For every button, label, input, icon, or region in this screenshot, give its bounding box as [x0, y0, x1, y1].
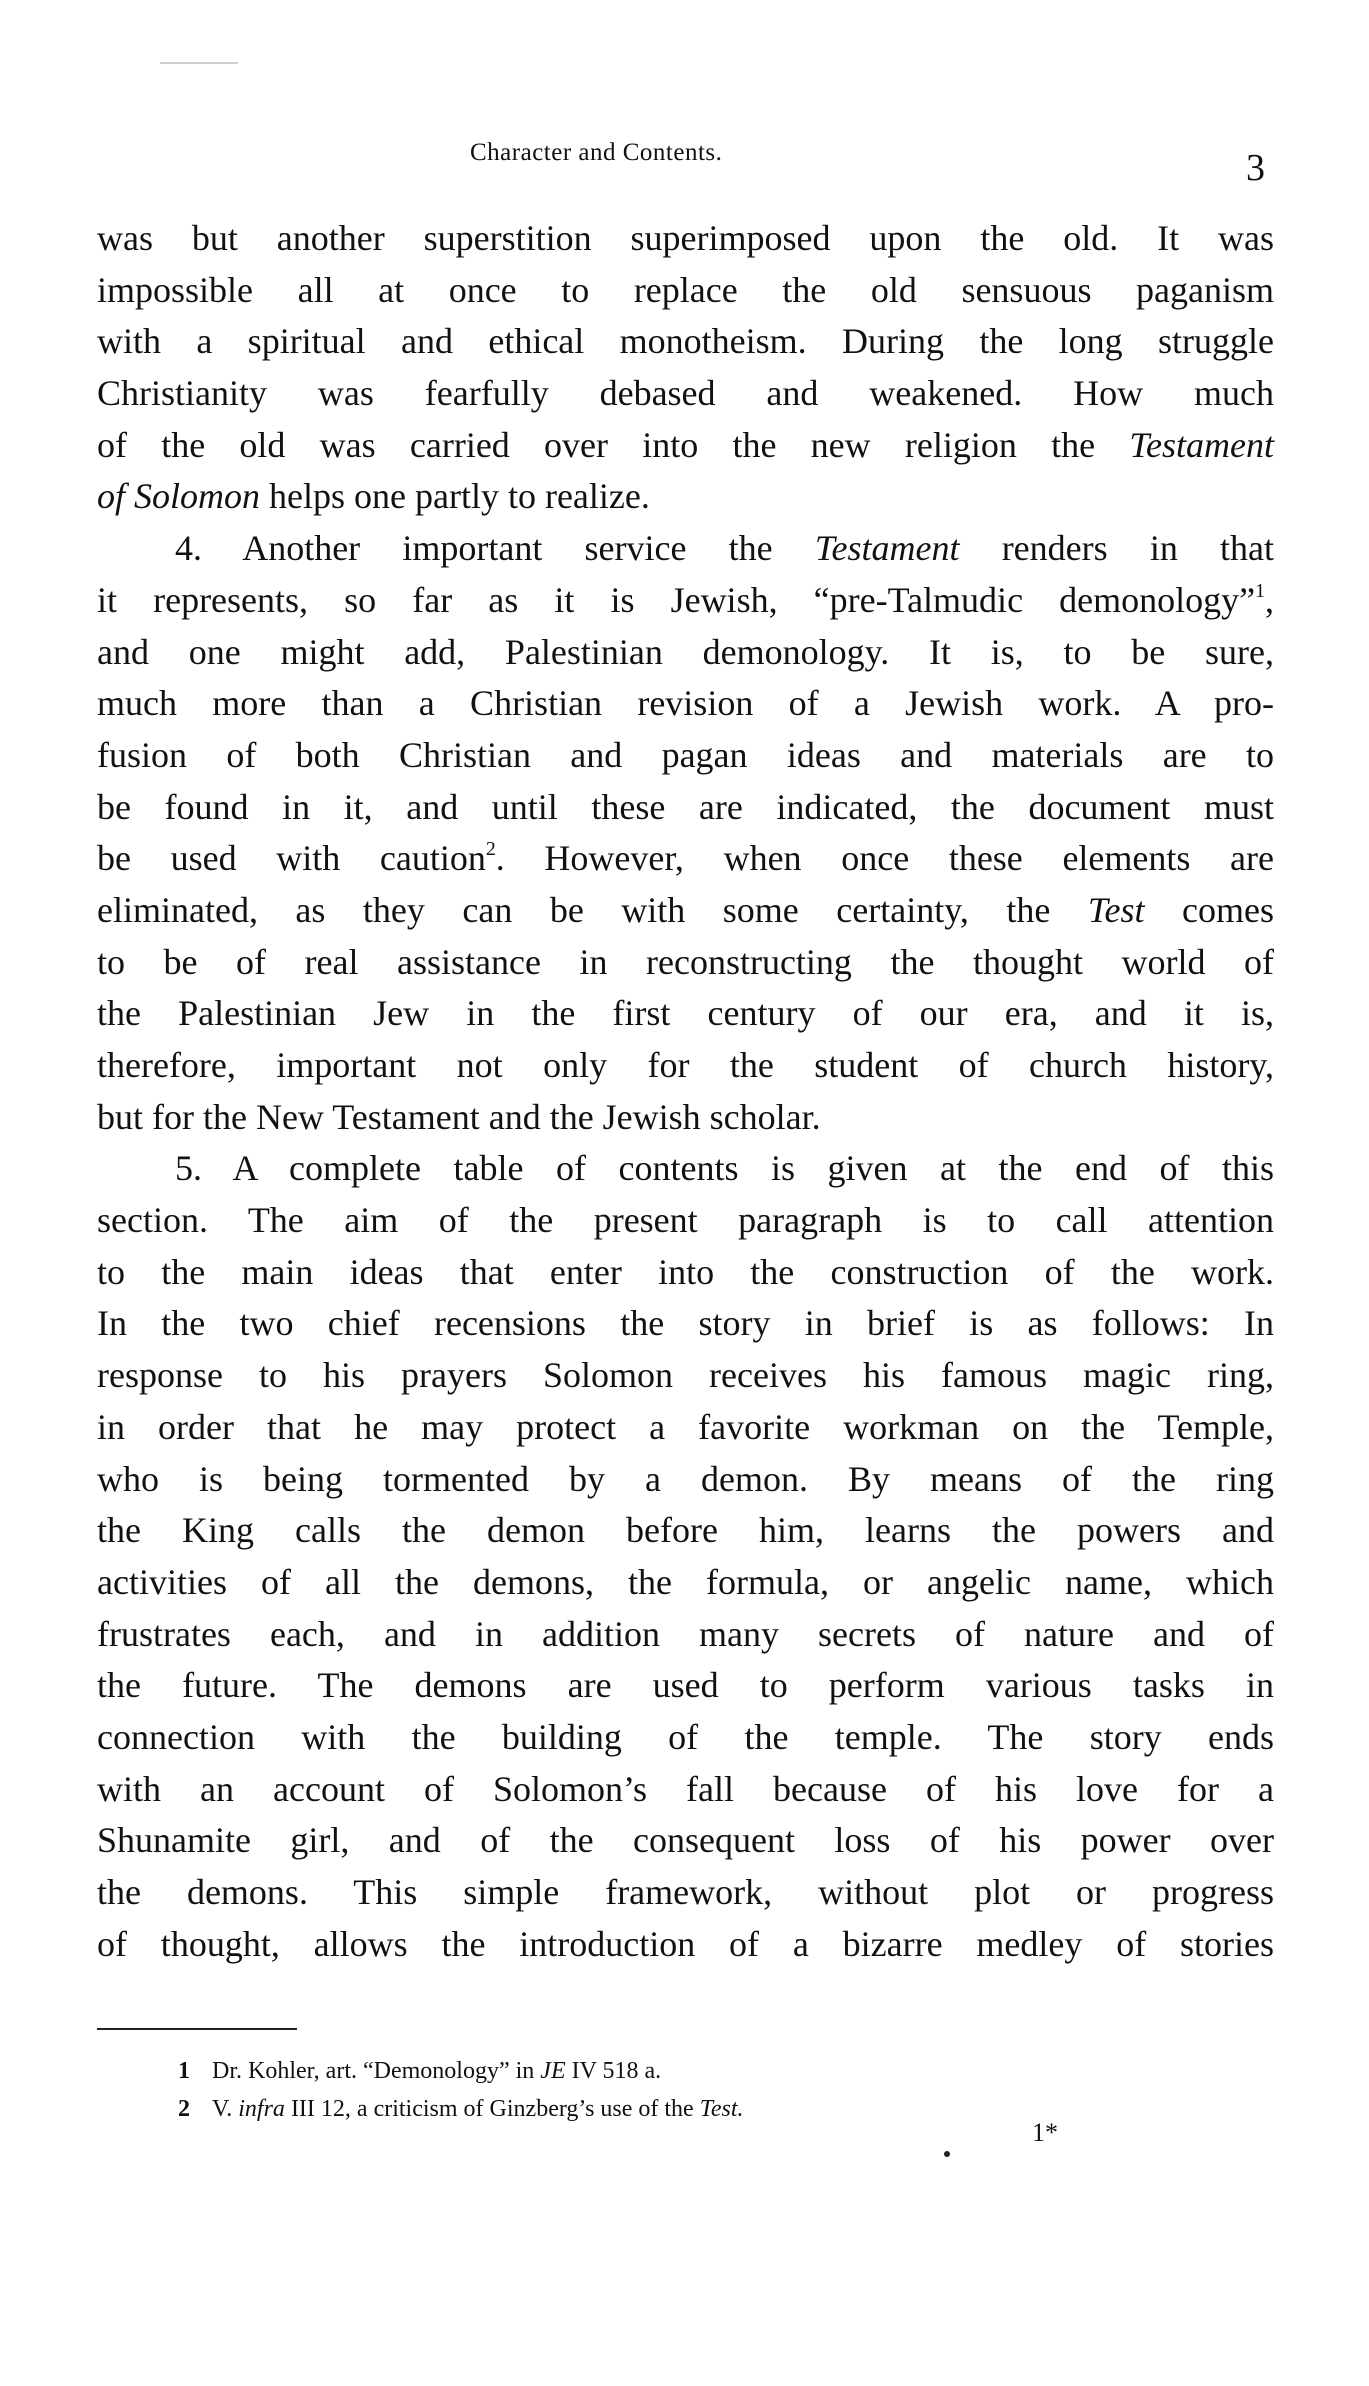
- footnote-ref: 2: [485, 838, 496, 861]
- text-line: [97, 1040, 1274, 1092]
- text-run: renders in that: [959, 528, 1274, 569]
- text-run: be found in it, and until these are indicated, the document must: [97, 786, 1274, 827]
- text-run: the demons. This simple framework, without plot or progress: [97, 1872, 1274, 1912]
- text-run: Christianity was fearfully debased and weakened. How much: [97, 373, 1274, 414]
- text-run: the King calls the demon before him, learns the powers and: [97, 1510, 1274, 1551]
- text-run: be used with caution: [97, 838, 486, 879]
- text-run: connection with the building of the temple. The story ends: [97, 1716, 1274, 1757]
- italic-text: of Solomon: [97, 476, 261, 517]
- footnotes: [178, 2052, 1078, 2128]
- italic-text: Testament: [814, 528, 960, 569]
- italic-text: infra: [238, 2096, 285, 2122]
- text-run: of thought, allows the introduction of a bizarre medley of stories: [97, 1923, 1274, 1964]
- text-run: was but another superstition superimposed upon the old. It was: [97, 218, 1274, 258]
- text-run: with a spiritual and ethical monotheism. During the long struggle: [97, 321, 1274, 362]
- text-line: [97, 1247, 1274, 1299]
- text-run: therefore, important not only for the student of church history,: [97, 1045, 1274, 1085]
- text-line: [97, 1867, 1274, 1919]
- text-run: with an account of Solomon’s fall because of his love for a: [97, 1768, 1274, 1809]
- text-run: . However, when once these elements are: [495, 838, 1274, 879]
- text-run: Shunamite girl, and of the consequent loss of his power over: [97, 1820, 1274, 1861]
- text-run: In the two chief recensions the story in brief is as follows: In: [97, 1303, 1274, 1344]
- text-line: [97, 368, 1274, 420]
- text-line: [97, 1557, 1274, 1609]
- text-line: [97, 988, 1274, 1040]
- text-run: the Palestinian Jew in the first century of our era, and it is,: [97, 993, 1274, 1034]
- text-run: IV 518 a.: [565, 2058, 662, 2084]
- text-line: [97, 1609, 1274, 1661]
- italic-text: Testament: [1129, 424, 1274, 465]
- text-line: [97, 1195, 1274, 1247]
- text-line: [97, 1505, 1274, 1557]
- text-line: [97, 730, 1274, 782]
- text-run: activities of all the demons, the formula, or angelic name, which: [97, 1561, 1274, 1602]
- text-line: [97, 316, 1274, 368]
- text-run: frustrates each, and in addition many secrets of nature and of: [97, 1613, 1274, 1654]
- text-line: [97, 937, 1274, 989]
- signature-mark: 1*: [1032, 2118, 1058, 2147]
- footnote-ref: 1: [1255, 579, 1265, 602]
- text-line: [97, 1402, 1274, 1454]
- text-run: to the main ideas that enter into the construction of the work.: [97, 1251, 1274, 1292]
- text-line: [97, 1298, 1274, 1350]
- text-run: who is being tormented by a demon. By means of the ring: [97, 1458, 1274, 1499]
- print-speck: [944, 2151, 950, 2157]
- text-run: fusion of both Christian and pagan ideas and materials are to: [97, 734, 1274, 775]
- italic-text: JE: [540, 2058, 566, 2084]
- text-line: [97, 833, 1274, 885]
- text-line: [97, 420, 1274, 472]
- text-line: [97, 678, 1274, 730]
- text-run: and one might add, Palestinian demonology. It is, to be sure,: [97, 631, 1274, 672]
- page-number: 3: [1246, 147, 1265, 189]
- text-line: [97, 1660, 1274, 1712]
- footnote-rule: [97, 2028, 297, 2030]
- running-head: Character and Contents.: [470, 139, 723, 166]
- text-line: [97, 1454, 1274, 1506]
- text-run: helps one partly to realize.: [260, 476, 650, 517]
- text-line: [97, 575, 1274, 627]
- text-run: V.: [212, 2096, 239, 2122]
- text-run: 4. Another important service the: [175, 528, 815, 569]
- text-line: [97, 1919, 1274, 1971]
- text-run: eliminated, as they can be with some certainty, the: [97, 889, 1088, 930]
- footnote: [178, 2090, 1078, 2128]
- text-run: comes: [1144, 889, 1275, 930]
- text-run: 5. A complete table of contents is given at the end of this: [175, 1148, 1274, 1189]
- text-run: section. The aim of the present paragraph is to call attention: [97, 1200, 1274, 1241]
- text-run: III 12, a criticism of Ginzberg’s use of the: [284, 2096, 700, 2122]
- footnote: [178, 2052, 1078, 2090]
- text-run: in order that he may protect a favorite workman on the Temple,: [97, 1406, 1274, 1447]
- text-line: [97, 1712, 1274, 1764]
- text-run: response to his prayers Solomon receives his famous magic ring,: [97, 1355, 1274, 1396]
- text-run: Dr. Kohler, art. “Demonology” in: [212, 2058, 541, 2084]
- text-run: impossible all at once to replace the old sensuous paganism: [97, 269, 1274, 310]
- italic-text: Test.: [699, 2096, 744, 2122]
- text-line: [97, 1092, 1274, 1144]
- text-line: [97, 885, 1274, 937]
- text-line: [97, 1764, 1274, 1816]
- text-run: it represents, so far as it is Jewish, “pre-Talmudic demonology”: [97, 579, 1256, 620]
- text-line: [97, 782, 1274, 834]
- text-run: ,: [1265, 579, 1274, 620]
- footnote-number: 2: [178, 2096, 190, 2122]
- text-line: [97, 471, 1274, 523]
- italic-text: Test: [1087, 889, 1145, 930]
- text-line: [97, 265, 1274, 317]
- text-run: of the old was carried over into the new religion the: [97, 424, 1130, 465]
- text-line: [97, 627, 1274, 679]
- text-run: much more than a Christian revision of a Jewish work. A pro-: [97, 683, 1274, 724]
- text-line: [97, 523, 1274, 575]
- text-line: [97, 1143, 1274, 1195]
- text-line: [97, 1815, 1274, 1867]
- text-run: the future. The demons are used to perform various tasks in: [97, 1665, 1274, 1706]
- text-line: [97, 213, 1274, 265]
- text-run: to be of real assistance in reconstructing the thought world of: [97, 941, 1274, 982]
- footnote-number: 1: [178, 2058, 190, 2084]
- text-line: [97, 1350, 1274, 1402]
- top-decorative-rule: [160, 62, 238, 64]
- body-text: [97, 213, 1274, 1970]
- text-run: but for the New Testament and the Jewish scholar.: [97, 1096, 821, 1137]
